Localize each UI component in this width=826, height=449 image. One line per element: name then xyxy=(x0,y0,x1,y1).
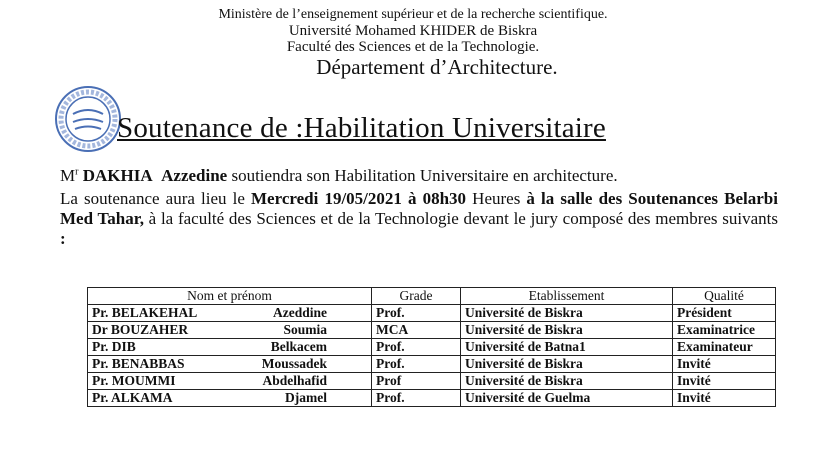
member-title-name: Pr. ALKAMA xyxy=(92,390,173,405)
member-grade: Prof xyxy=(372,373,461,390)
table-row xyxy=(88,356,776,373)
table-row xyxy=(88,305,776,322)
intro-rest: soutiendra son Habilitation Universitaire en architecture. xyxy=(227,166,618,185)
member-title-name: Dr BOUZAHER xyxy=(92,322,189,337)
jury-table xyxy=(87,287,776,407)
para-text-3: à la faculté des Sciences et de la Technologie devant le jury composé des membres suivants xyxy=(143,209,779,228)
para-colon: : xyxy=(60,229,66,248)
col-header-grade: Grade xyxy=(372,288,461,305)
header-ministry: Ministère de l’enseignement supérieur et de la recherche scientifique. xyxy=(218,7,608,22)
member-quality: Examinateur xyxy=(673,339,776,356)
member-first-name: Azeddine xyxy=(273,305,327,320)
candidate-firstname: Azzedine xyxy=(161,166,228,185)
header-faculty: Faculté des Sciences et de la Technologie. xyxy=(286,39,540,55)
candidate-intro: $M^r$ DAKHIA Azzedine soutiendra son Habilitation Universitaire en architecture. xyxy=(60,166,618,185)
header-department: Département d’Architecture. xyxy=(316,55,558,79)
member-quality: Invité xyxy=(673,356,776,373)
member-quality: Président xyxy=(673,305,776,322)
university-stamp-icon xyxy=(53,84,123,154)
col-header-quality: Qualité xyxy=(673,288,776,305)
member-first-name: Abdelhafid xyxy=(262,373,327,388)
member-grade: Prof. xyxy=(372,356,461,373)
member-first-name: Soumia xyxy=(283,322,327,337)
para-text-2: Heures xyxy=(466,189,527,208)
member-title-name: Pr. MOUMMI xyxy=(92,373,176,388)
intro-prefix: M xyxy=(60,166,76,185)
member-grade: Prof. xyxy=(372,339,461,356)
member-establishment: Université de Guelma xyxy=(461,390,673,407)
table-row xyxy=(88,390,776,407)
table-header-row xyxy=(88,288,776,305)
member-establishment: Université de Biskra xyxy=(461,322,673,339)
member-grade: Prof. xyxy=(372,305,461,322)
member-first-name: Djamel xyxy=(285,390,327,405)
member-quality: Invité xyxy=(673,390,776,407)
member-title-name: Pr. BELAKEHAL xyxy=(92,305,198,320)
member-first-name: Moussadek xyxy=(261,356,327,371)
table-row xyxy=(88,339,776,356)
member-grade: MCA xyxy=(372,322,461,339)
member-establishment: Université de Biskra xyxy=(461,305,673,322)
member-title-name: Pr. BENABBAS xyxy=(92,356,185,371)
defense-place: à la salle des Soutenances Belarbi Med Tahar, xyxy=(60,189,778,228)
para-text-1: La soutenance aura lieu le xyxy=(60,189,251,208)
table-row xyxy=(88,373,776,390)
member-quality: Invité xyxy=(673,373,776,390)
defense-paragraph xyxy=(60,189,778,249)
table-row xyxy=(88,322,776,339)
col-header-establishment: Etablissement xyxy=(461,288,673,305)
member-quality: Examinatrice xyxy=(673,322,776,339)
col-header-name: Nom et prénom xyxy=(88,288,372,305)
member-first-name: Belkacem xyxy=(270,339,327,354)
document-title: Soutenance de :Habilitation Universitaire xyxy=(117,112,606,144)
header-university: Université Mohamed KHIDER de Biskra xyxy=(288,23,538,39)
member-grade: Prof. xyxy=(372,390,461,407)
member-establishment: Université de Biskra xyxy=(461,356,673,373)
member-establishment: Université de Batna1 xyxy=(461,339,673,356)
defense-date: Mercredi 19/05/2021 à 08h30 xyxy=(251,189,467,208)
member-establishment: Université de Biskra xyxy=(461,373,673,390)
member-title-name: Pr. DIB xyxy=(92,339,136,354)
candidate-name: DAKHIA xyxy=(82,166,153,185)
